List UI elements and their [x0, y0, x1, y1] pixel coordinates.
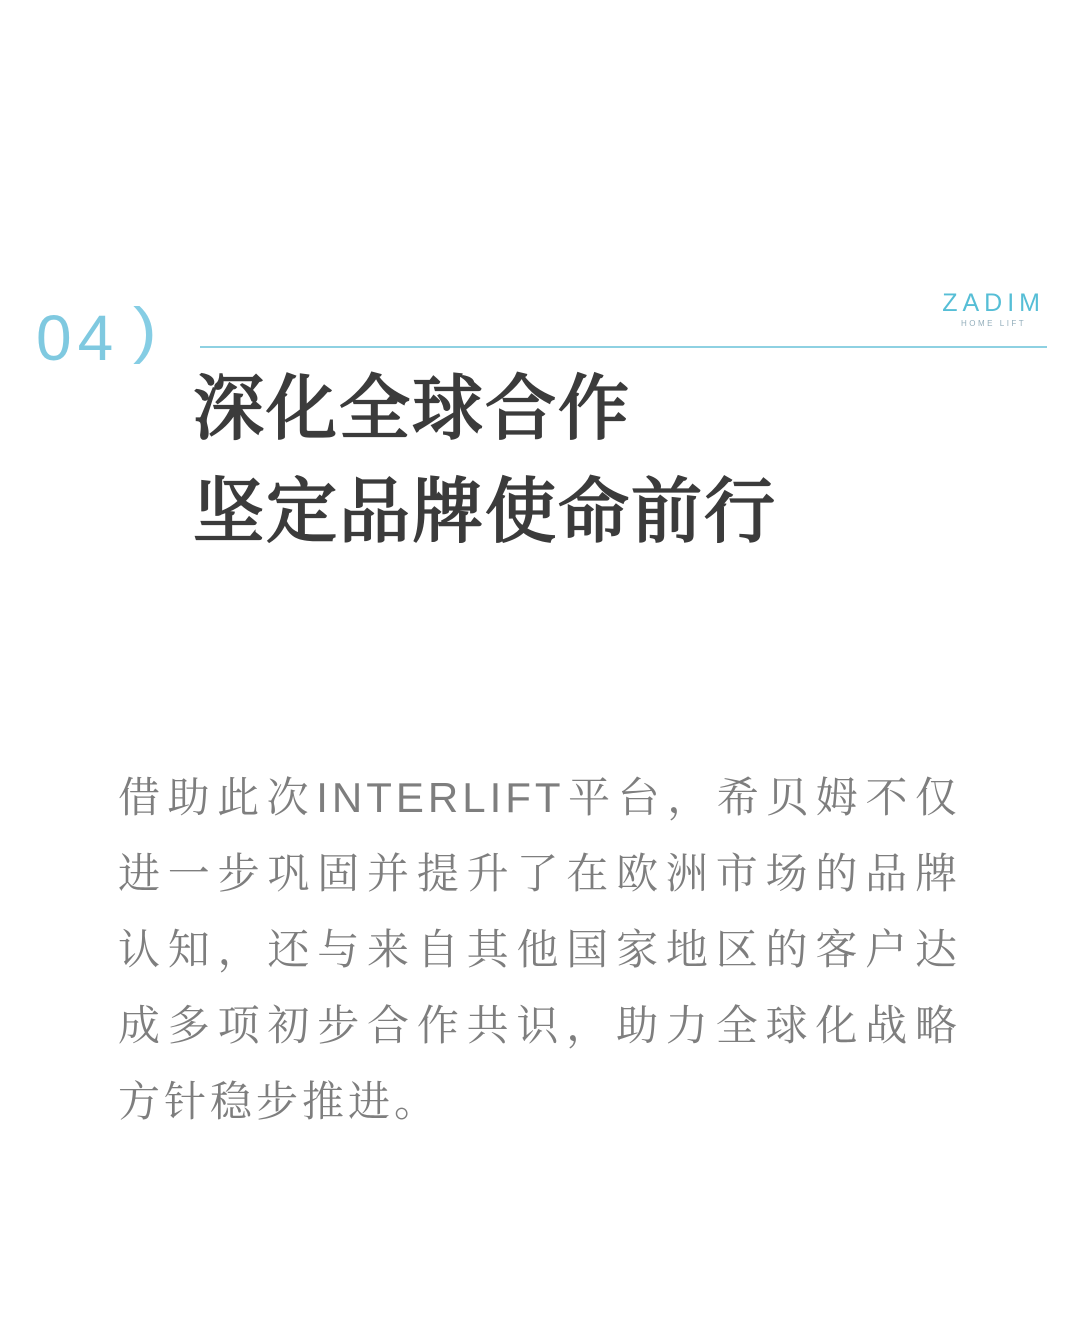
section-title-line-1: 深化全球合作 [193, 370, 632, 449]
body-paragraph-line-5: 方针稳步推进。 [118, 1078, 441, 1125]
brand-logo-tagline: HOME LIFT [961, 319, 1027, 328]
brand-logo [942, 291, 1045, 328]
body-paragraph-line-2: 进一步巩固并提升了在欧洲市场的品牌 [118, 850, 961, 897]
section-number: 04 [36, 302, 120, 374]
section-title [193, 358, 777, 564]
brand-logo-wordmark: ZADIM [942, 289, 1045, 317]
body-paragraph [118, 760, 961, 1140]
body-paragraph-line-4: 成多项初步合作共识，助力全球化战略 [118, 1002, 961, 1049]
header-divider-line [200, 346, 1047, 348]
body-paragraph-line-1: 借助此次INTERLIFT平台，希贝姆不仅 [118, 774, 961, 821]
section-bracket-decoration: ) [133, 296, 157, 365]
body-paragraph-line-3: 认知，还与来自其他国家地区的客户达 [118, 926, 961, 973]
section-title-line-2: 坚定品牌使命前行 [193, 473, 778, 552]
